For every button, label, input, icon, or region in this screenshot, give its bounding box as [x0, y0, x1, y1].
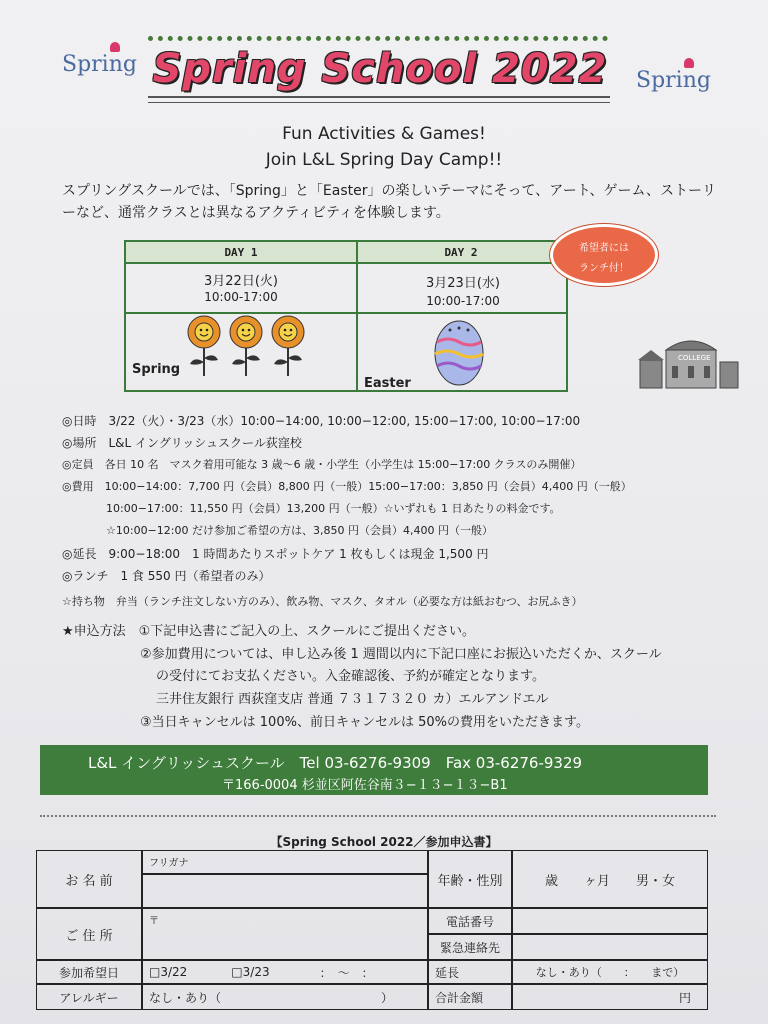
day-table [124, 240, 568, 392]
extension-label: 延長 [428, 960, 512, 984]
date-checkbox-0322[interactable]: □3/22 [149, 965, 188, 979]
day1-date: 3月22日(火) [204, 274, 278, 289]
name-label: お 名 前 [36, 850, 142, 908]
title-underline-2 [148, 102, 610, 103]
date-label: 参加希望日 [36, 960, 142, 984]
lunch-badge [550, 224, 658, 286]
sunflower-icon [188, 316, 220, 376]
info-fee-2: 10:00−17:00：11,550 円（会員）13,200 円（一般）☆いずれも 1 日あたりの料金です。 [62, 502, 561, 515]
date-checkbox-0323[interactable]: □3/23 [231, 965, 270, 979]
address-label: ご 住 所 [36, 908, 142, 960]
contact-address: 〒166-0004 杉並区阿佐谷南３−１３−１３−B1 [222, 778, 508, 793]
emergency-label: 緊急連絡先 [428, 934, 512, 960]
date-field [142, 960, 428, 984]
apply-step-1: ★申込方法 ①下記申込書にご記入の上、スクールにご提出ください。 [62, 624, 476, 639]
badge-line-1: 希望者には [579, 243, 629, 254]
college-icon [636, 336, 742, 390]
cut-line [40, 815, 716, 817]
badge-line-2: ランチ付！ [579, 263, 629, 274]
age-sex-field[interactable]: 歳 ヶ月 男・女 [512, 850, 708, 908]
bank-info: 三井住友銀行 西荻窪支店 普通 ７３１７３２０ カ）エルアンドエル [156, 692, 549, 707]
info-extension: ◎延長 9:00−18:00 1 時間あたりスポットケア 1 枚もしくは現金 1,500 円 [62, 547, 489, 561]
apply-step-2b: の受付にてお支払ください。入金確認後、予約が確定となります。 [156, 669, 545, 684]
info-datetime: ◎日時 3/22（火）・3/23（水）10:00−14:00, 10:00−12:00, 15:00−17:00, 10:00−17:00 [62, 414, 581, 428]
phone-label: 電話番号 [428, 908, 512, 934]
day2-theme: Easter [364, 376, 411, 391]
time-blank[interactable]: ： 〜 ： [319, 965, 374, 980]
total-label: 合計金額 [428, 984, 512, 1010]
allergy-close: ） [381, 990, 394, 1005]
info-fee-3: ☆10:00−12:00 だけ参加ご希望の方は、3,850 円（会員）4,400 円（一般） [62, 524, 493, 537]
allergy-field[interactable] [142, 984, 428, 1010]
address-field[interactable] [142, 908, 428, 960]
apply-step-2: ②参加費用については、申し込み後 1 週間以内に下記口座にお振込いただくか、スクール [140, 647, 662, 662]
tulip-icon [684, 58, 694, 68]
sunflower-icon [230, 316, 262, 376]
phone-field[interactable] [512, 908, 708, 934]
apply-step-3: ③当日キャンセルは 100%、前日キャンセルは 50%の費用をいただきます。 [140, 715, 589, 730]
subtitle-2: Join L&L Spring Day Camp!! [265, 150, 503, 170]
total-field[interactable] [512, 984, 708, 1010]
title-underline [148, 96, 610, 98]
extension-field[interactable]: なし・あり（ ： まで） [512, 960, 708, 984]
total-unit: 円 [678, 990, 691, 1005]
easter-egg-icon [432, 318, 486, 388]
info-place: ◎場所 L&L イングリッシュスクール荻窪校 [62, 436, 302, 450]
form-title: 【Spring School 2022／参加申込書】 [270, 835, 498, 849]
allergy-label: アレルギー [36, 984, 142, 1010]
allergy-value: なし・あり（ [149, 990, 222, 1005]
spring-logo-right: Spring [636, 68, 711, 93]
table-divider [356, 242, 358, 390]
info-capacity: ◎定員 各日 10 名 マスク着用可能な 3 歳〜6 歳・小学生（小学生は 15:00−17:00 クラスのみ開催） [62, 458, 582, 471]
day2-date: 3月23日(水) [426, 276, 500, 291]
sunflower-icons [184, 314, 310, 380]
subtitle-1: Fun Activities & Games! [282, 124, 486, 144]
info-fee: ◎費用 10:00−14:00：7,700 円（会員）8,800 円（一般）15:00−17:00：3,850 円（会員）4,400 円（一般） [62, 480, 632, 493]
furigana-label: フリガナ [149, 858, 189, 869]
college-sign-text: COLLEGE [678, 354, 711, 362]
info-belongings: ☆持ち物 弁当（ランチ注文しない方のみ）、飲み物、マスク、タオル（必要な方は紙おむつ、お尻ふき） [62, 595, 583, 608]
tulip-icon [110, 42, 120, 52]
spring-logo-left: Spring [62, 52, 137, 77]
emergency-field[interactable] [512, 934, 708, 960]
age-sex-label: 年齢・性別 [428, 850, 512, 908]
contact-line-1: L&L イングリッシュスクール Tel 03-6276-9309 Fax 03-6276-9329 [88, 754, 583, 772]
day1-time: 10:00-17:00 [204, 290, 278, 304]
postal-mark: 〒 [149, 916, 159, 927]
name-field[interactable] [142, 874, 428, 908]
day2-time: 10:00-17:00 [426, 294, 500, 308]
intro-text: スプリングスクールでは、「Spring」と「Easter」の楽しいテーマにそって、アート、ゲーム、ストーリーなど、通常クラスとは異なるアクティビティを体験します。 [62, 183, 716, 221]
day2-header: DAY 2 [356, 242, 566, 264]
application-form [36, 850, 708, 1010]
day1-theme: Spring [132, 362, 181, 377]
furigana-field[interactable] [142, 850, 428, 874]
title-dotted-border [148, 36, 608, 41]
info-lunch: ◎ランチ 1 食 550 円（希望者のみ） [62, 569, 271, 583]
sunflower-icon [272, 316, 304, 376]
contact-bar [40, 745, 708, 795]
page-title: Spring School 2022 [152, 46, 608, 92]
day1-header: DAY 1 [126, 242, 356, 264]
